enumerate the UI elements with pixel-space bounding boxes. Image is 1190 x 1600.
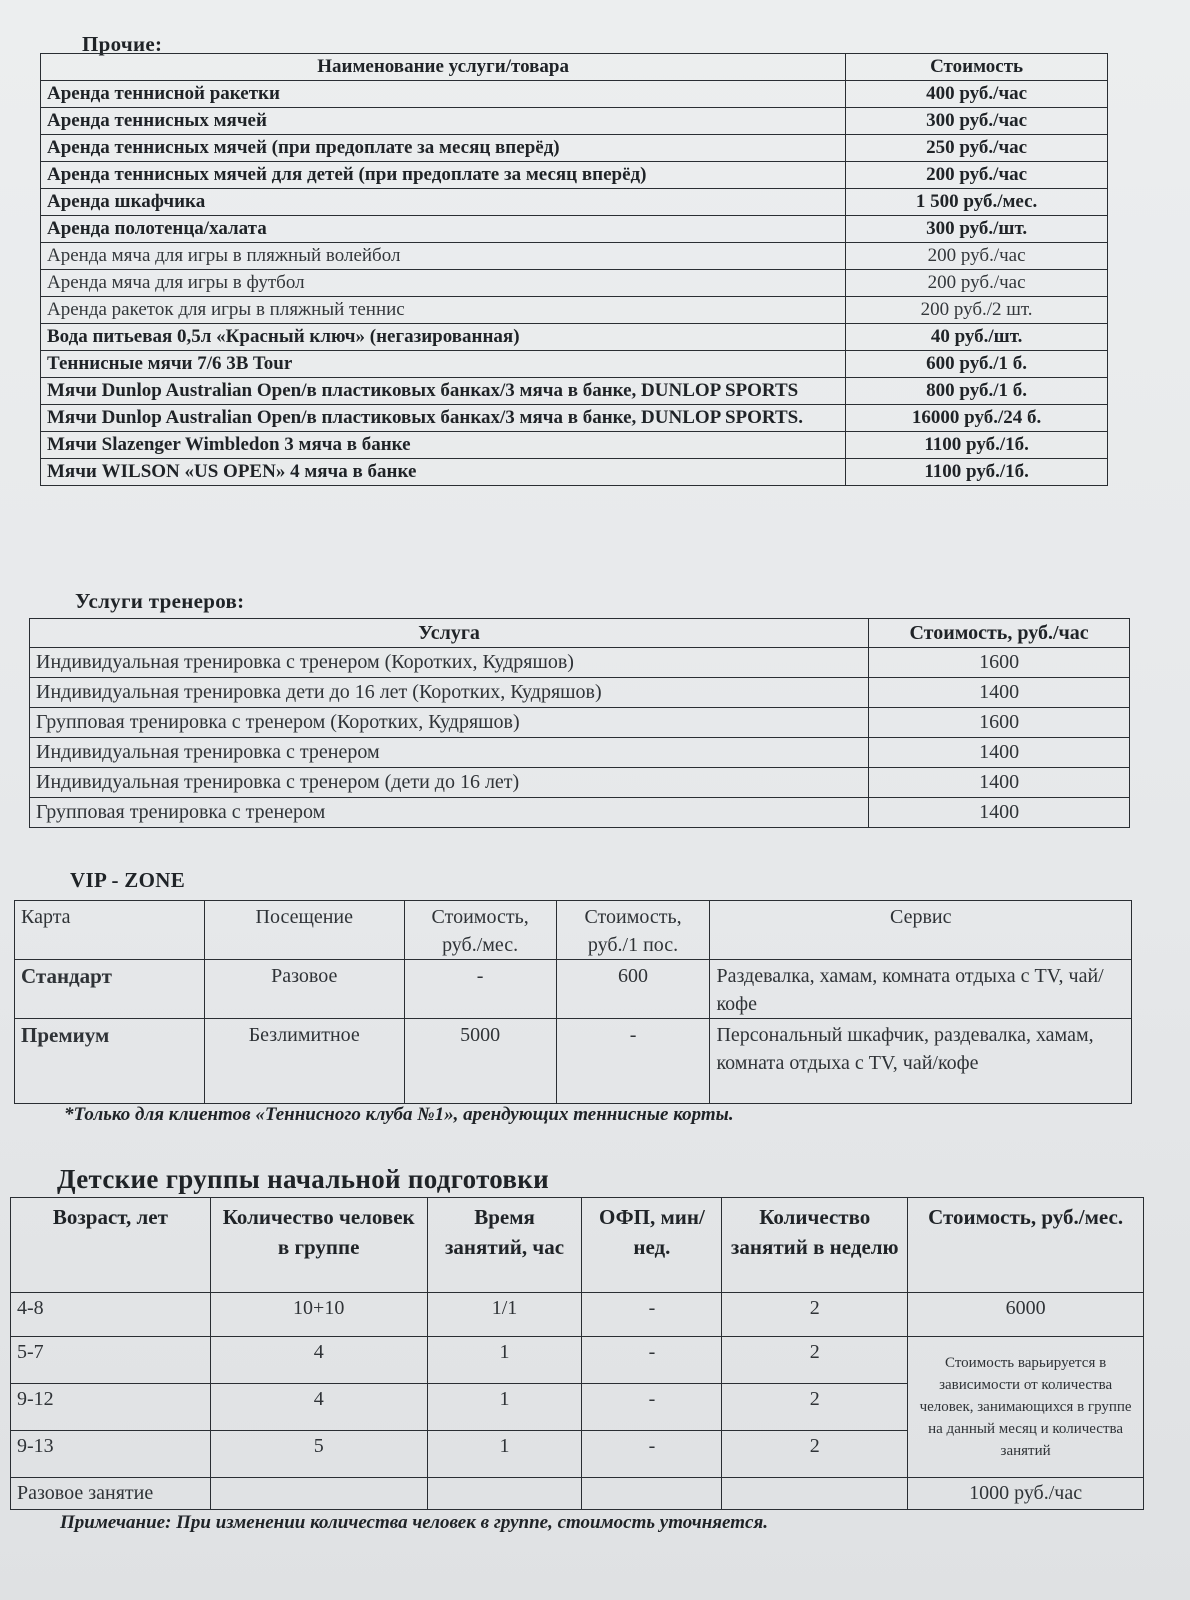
header-age: Возраст, лет [11,1198,211,1293]
header-lessons: Количество занятий в неделю [722,1198,908,1293]
kids-age: 4-8 [11,1293,211,1337]
header-service: Сервис [710,901,1132,960]
vip-visit: Безлимитное [204,1019,404,1104]
kids-people: 4 [210,1384,427,1431]
item-price: 1100 руб./1б. [846,432,1108,459]
item-price: 300 руб./час [846,108,1108,135]
item-price: 1100 руб./1б. [846,459,1108,486]
vip-section-title: VIP - ZONE [70,868,186,892]
table-row [15,960,1132,1019]
table-row [41,81,1108,108]
table-row [41,162,1108,189]
kids-groups-table [10,1197,1144,1510]
kids-time: 1 [427,1431,582,1478]
vip-card-name: Стандарт [15,960,205,1019]
table-row [41,351,1108,378]
item-name: Вода питьевая 0,5л «Красный ключ» (негазированная) [41,324,846,351]
table-row [41,324,1108,351]
table-row [11,1293,1144,1337]
table-header-row [11,1198,1144,1293]
item-price: 250 руб./час [846,135,1108,162]
item-price: 1 500 руб./мес. [846,189,1108,216]
kids-lessons: 2 [722,1293,908,1337]
vip-month-price: - [404,960,556,1019]
single-lesson-price: 1000 руб./час [908,1478,1144,1510]
kids-time: 1 [427,1384,582,1431]
kids-time: 1 [427,1337,582,1384]
item-price: 200 руб./час [846,162,1108,189]
vip-service: Раздевалка, хамам, комната отдыха с TV, чай/кофе [710,960,1132,1019]
header-time: Время занятий, час [427,1198,582,1293]
kids-age: 9-13 [11,1431,211,1478]
header-service-name: Наименование услуги/товара [41,54,846,81]
item-price: 200 руб./час [846,243,1108,270]
coach-service-name: Индивидуальная тренировка с тренером [30,738,869,768]
header-people: Количество человек в группе [210,1198,427,1293]
table-header-row [30,619,1130,648]
header-service: Услуга [30,619,869,648]
item-name: Аренда мяча для игры в футбол [41,270,846,297]
item-price: 800 руб./1 б. [846,378,1108,405]
header-month-price: Стоимость, руб./мес. [404,901,556,960]
item-name: Аренда шкафчика [41,189,846,216]
kids-ofp: - [582,1337,722,1384]
coach-service-price: 1600 [869,708,1130,738]
table-row [41,297,1108,324]
header-single-price: Стоимость, руб./1 пос. [556,901,710,960]
kids-ofp: - [582,1293,722,1337]
kids-price: 6000 [908,1293,1144,1337]
table-row [41,459,1108,486]
vip-card-name: Премиум [15,1019,205,1104]
table-row [41,243,1108,270]
table-row [41,405,1108,432]
vip-footnote: *Только для клиентов «Теннисного клуба №1», арендующих теннисные корты. [64,1104,734,1125]
item-name: Мячи Dunlop Australian Open/в пластиковых банках/3 мяча в банке, DUNLOP SPORTS. [41,405,846,432]
item-name: Аренда теннисных мячей (при предоплате за месяц вперёд) [41,135,846,162]
table-row [41,108,1108,135]
variable-price-note: Стоимость варьируется в зависимости от количества человек, занимающихся в группе на данный месяц и количества занятий [908,1337,1144,1478]
kids-lessons: 2 [722,1431,908,1478]
vip-month-price: 5000 [404,1019,556,1104]
table-row [41,270,1108,297]
table-row [15,1019,1132,1104]
table-row [30,798,1130,828]
table-header-row [41,54,1108,81]
coach-service-price: 1400 [869,768,1130,798]
table-row [30,738,1130,768]
kids-people: 10+10 [210,1293,427,1337]
table-row [30,678,1130,708]
item-name: Аренда теннисной ракетки [41,81,846,108]
item-name: Мячи WILSON «US OPEN» 4 мяча в банке [41,459,846,486]
item-name: Аренда полотенца/халата [41,216,846,243]
kids-age: 9-12 [11,1384,211,1431]
kids-lessons: 2 [722,1384,908,1431]
empty-cell [582,1478,722,1510]
vip-single-price: 600 [556,960,710,1019]
item-price: 200 руб./час [846,270,1108,297]
vip-single-price: - [556,1019,710,1104]
kids-people: 4 [210,1337,427,1384]
kids-people: 5 [210,1431,427,1478]
item-price: 40 руб./шт. [846,324,1108,351]
header-card: Карта [15,901,205,960]
item-name: Теннисные мячи 7/6 3B Tour [41,351,846,378]
table-row [30,768,1130,798]
table-row [30,708,1130,738]
item-name: Аренда теннисных мячей для детей (при предоплате за месяц вперёд) [41,162,846,189]
table-row [41,378,1108,405]
coach-service-name: Индивидуальная тренировка дети до 16 лет (Коротких, Кудряшов) [30,678,869,708]
other-services-table [40,53,1108,486]
single-lesson-label: Разовое занятие [11,1478,211,1510]
header-ofp: ОФП, мин/нед. [582,1198,722,1293]
coach-service-name: Групповая тренировка с тренером [30,798,869,828]
table-row [11,1337,1144,1384]
coach-service-price: 1400 [869,738,1130,768]
table-row [30,648,1130,678]
table-row [41,216,1108,243]
empty-cell [210,1478,427,1510]
item-price: 600 руб./1 б. [846,351,1108,378]
item-name: Аренда мяча для игры в пляжный волейбол [41,243,846,270]
table-header-row [15,901,1132,960]
coach-service-name: Индивидуальная тренировка с тренером (Коротких, Кудряшов) [30,648,869,678]
coach-service-name: Индивидуальная тренировка с тренером (дети до 16 лет) [30,768,869,798]
vip-service: Персональный шкафчик, раздевалка, хамам, комната отдыха с TV, чай/кофе [710,1019,1132,1104]
coach-service-price: 1400 [869,678,1130,708]
vip-table [14,900,1132,1104]
kids-footnote: Примечание: При изменении количества человек в группе, стоимость уточняется. [60,1512,768,1533]
item-name: Мячи Slazenger Wimbledon 3 мяча в банке [41,432,846,459]
coaches-table [29,618,1130,828]
table-row [41,135,1108,162]
header-price: Стоимость, руб./мес. [908,1198,1144,1293]
item-name: Аренда теннисных мячей [41,108,846,135]
header-price: Стоимость [846,54,1108,81]
kids-ofp: - [582,1431,722,1478]
coaches-section-title: Услуги тренеров: [75,589,245,613]
item-name: Аренда ракеток для игры в пляжный теннис [41,297,846,324]
kids-age: 5-7 [11,1337,211,1384]
table-row [41,189,1108,216]
empty-cell [722,1478,908,1510]
coach-service-price: 1400 [869,798,1130,828]
coach-service-price: 1600 [869,648,1130,678]
table-row [11,1478,1144,1510]
item-price: 300 руб./шт. [846,216,1108,243]
header-price: Стоимость, руб./час [869,619,1130,648]
item-price: 200 руб./2 шт. [846,297,1108,324]
kids-lessons: 2 [722,1337,908,1384]
kids-time: 1/1 [427,1293,582,1337]
other-section-title: Прочие: [82,32,163,56]
item-price: 16000 руб./24 б. [846,405,1108,432]
header-visit: Посещение [204,901,404,960]
vip-visit: Разовое [204,960,404,1019]
item-name: Мячи Dunlop Australian Open/в пластиковых банках/3 мяча в банке, DUNLOP SPORTS [41,378,846,405]
kids-section-title: Детские группы начальной подготовки [57,1164,550,1194]
empty-cell [427,1478,582,1510]
coach-service-name: Групповая тренировка с тренером (Коротких, Кудряшов) [30,708,869,738]
kids-ofp: - [582,1384,722,1431]
table-row [41,432,1108,459]
item-price: 400 руб./час [846,81,1108,108]
